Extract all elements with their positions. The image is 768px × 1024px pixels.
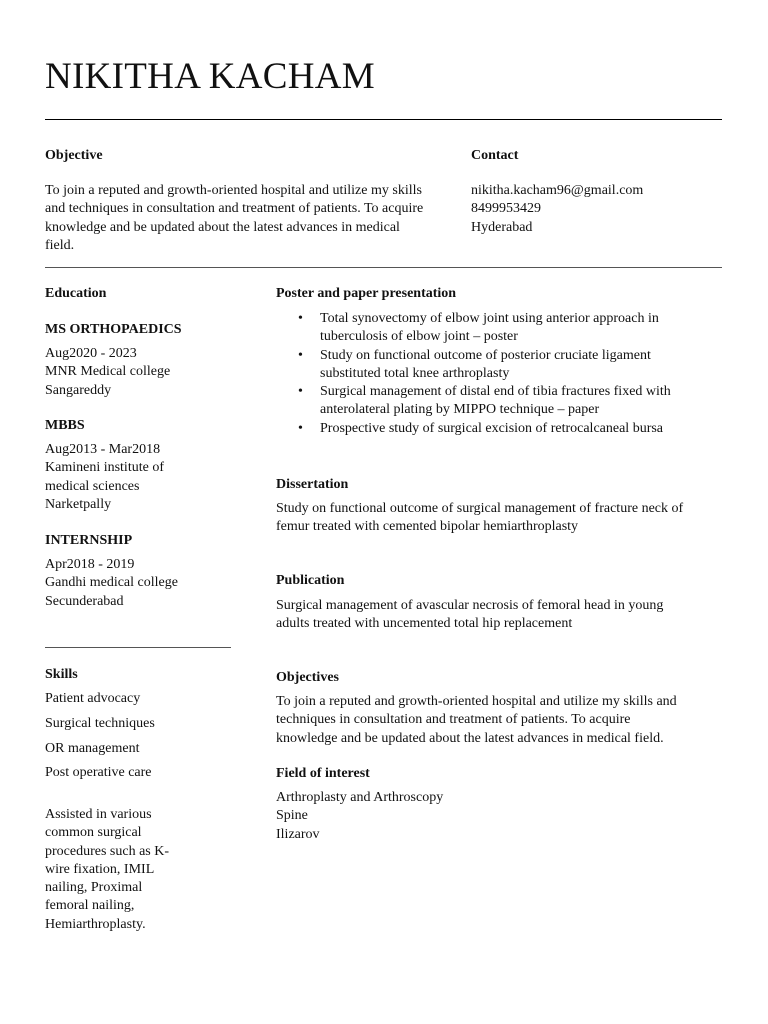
contact-city: Hyderabad [471, 219, 533, 235]
skills-heading: Skills [45, 667, 78, 682]
skills-note-line: nailing, Proximal [45, 880, 143, 896]
field-of-interest-item: Spine [276, 808, 308, 824]
skills-note [45, 806, 169, 934]
poster-item-line: anterolateral plating by MIPPO technique – paper [320, 402, 600, 418]
top-divider [45, 119, 722, 120]
objective-line: field. [45, 237, 75, 253]
objective-text [45, 182, 423, 255]
skills-note-line: procedures such as K- [45, 843, 170, 859]
dissertation-heading: Dissertation [276, 477, 349, 492]
education-entry [45, 441, 164, 514]
skill-item: Surgical techniques [45, 716, 155, 731]
poster-item-line: Surgical management of distal end of tibia fractures fixed with [320, 384, 671, 400]
field-of-interest-item: Arthroplasty and Arthroscopy [276, 790, 444, 805]
poster-item-line: Total synovectomy of elbow joint using anterior approach in [320, 311, 659, 326]
bullet-icon: • [298, 420, 303, 436]
education-institution: MNR Medical college [45, 364, 171, 380]
poster-list-item [276, 347, 671, 384]
contact-heading: Contact [471, 148, 519, 163]
objective-line: knowledge and be updated about the latest advances in medical [45, 219, 400, 235]
poster-list [276, 310, 671, 438]
objectives-line: techniques in consultation and treatment of patients. To acquire [276, 712, 631, 728]
poster-list-item [276, 383, 671, 420]
education-entry [45, 556, 178, 611]
skills-divider [45, 647, 231, 648]
candidate-name: NIKITHA KACHAM [45, 56, 375, 97]
field-of-interest-item: Ilizarov [276, 826, 320, 842]
bullet-icon: • [298, 347, 303, 363]
skill-item: Patient advocacy [45, 691, 141, 706]
education-dates: Apr2018 - 2019 [45, 557, 135, 572]
publication-text [276, 597, 663, 634]
education-heading: Education [45, 286, 107, 301]
education-degree: MS ORTHOPAEDICS [45, 322, 182, 337]
education-institution: Gandhi medical college [45, 575, 178, 591]
education-dates: Aug2020 - 2023 [45, 346, 137, 361]
education-institution: Kamineni institute of [45, 460, 164, 476]
field-of-interest-list [276, 789, 443, 844]
objective-line: and techniques in consultation and treatment of patients. To acquire [45, 201, 424, 217]
education-dates: Aug2013 - Mar2018 [45, 442, 161, 457]
publication-line: adults treated with uncemented total hip replacement [276, 616, 573, 632]
objective-line: To join a reputed and growth-oriented hospital and utilize my skills [45, 183, 422, 198]
skills-note-line: Hemiarthroplasty. [45, 916, 146, 932]
objective-heading: Objective [45, 148, 103, 163]
skills-note-line: Assisted in various [45, 807, 152, 822]
skill-item: Post operative care [45, 765, 152, 780]
contact-phone: 8499953429 [471, 201, 541, 217]
education-location: Narketpally [45, 496, 112, 512]
education-degree: INTERNSHIP [45, 533, 133, 548]
contact-email: nikitha.kacham96@gmail.com [471, 183, 644, 198]
field-of-interest-heading: Field of interest [276, 766, 370, 781]
bullet-icon: • [298, 311, 303, 326]
objectives-text [276, 693, 677, 748]
poster-item-line: tuberculosis of elbow joint – poster [320, 329, 518, 345]
skills-note-line: common surgical [45, 825, 142, 841]
dissertation-line: femur treated with cemented bipolar hemiarthroplasty [276, 519, 579, 535]
contact-details [471, 182, 643, 237]
education-location: Sangareddy [45, 382, 112, 398]
skill-item: OR management [45, 741, 140, 756]
dissertation-line: Study on functional outcome of surgical management of fracture neck of [276, 501, 684, 516]
skills-note-line: femoral nailing, [45, 898, 135, 914]
objectives-line: knowledge and be updated about the latest advances in medical field. [276, 730, 664, 746]
objectives-line: To join a reputed and growth-oriented hospital and utilize my skills and [276, 694, 677, 709]
education-location: Secunderabad [45, 593, 124, 609]
education-degree: MBBS [45, 418, 85, 433]
publication-heading: Publication [276, 573, 345, 588]
dissertation-text [276, 500, 683, 537]
publication-line: Surgical management of avascular necrosis of femoral head in young [276, 598, 664, 613]
poster-list-item [276, 420, 671, 438]
education-institution: medical sciences [45, 478, 140, 494]
objectives-heading: Objectives [276, 670, 339, 685]
section-divider [45, 267, 722, 268]
education-entry [45, 345, 170, 400]
skills-note-line: wire fixation, IMIL [45, 861, 155, 877]
poster-item-line: substituted total knee arthroplasty [320, 365, 510, 381]
poster-item-line: Prospective study of surgical excision of retrocalcaneal bursa [320, 420, 664, 436]
poster-list-item [276, 310, 671, 347]
poster-item-line: Study on functional outcome of posterior cruciate ligament [320, 347, 651, 363]
bullet-icon: • [298, 384, 303, 400]
poster-heading: Poster and paper presentation [276, 286, 457, 301]
